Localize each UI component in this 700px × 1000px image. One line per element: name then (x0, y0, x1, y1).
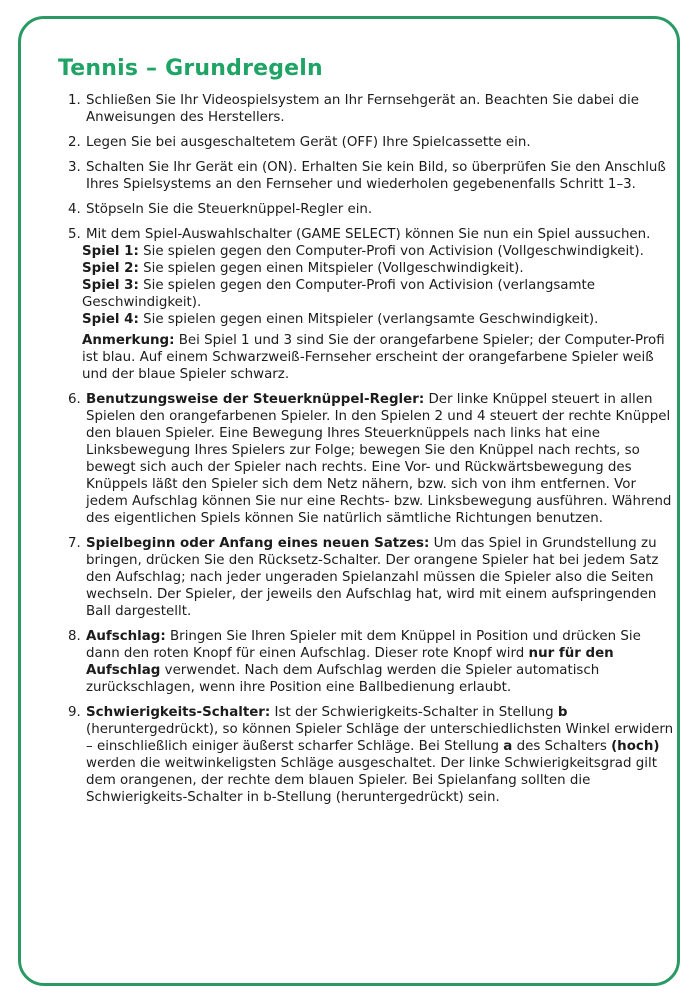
rule-item-8 (64, 628, 674, 696)
rule-item-2 (64, 134, 674, 151)
item-text: Der linke Knüppel steuert in allen Spielen den orangefarbenen Spieler. In den Spielen 2 und 4 steuert der rechte Knüppel den blauen Spieler. Eine Bewegung Ihres Steuerknüppels nach links hat eine Linksbewegung Ihres Spielers zur Folge; bewegen Sie den Knüppel nach rechts, so bewegt sich auch der Spieler nach rechts. Eine Vor- und Rückwärtsbewegung des Knüppels läßt den Spieler sich dem Netz nähern, bzw. sich von ihm entfernen. Vor jedem Aufschlag können Sie nur eine Rechts- bzw. Linksbewegung ausführen. Während des eigentlichen Spiels können Sie natürlich sämtliche Richtungen benutzen. (86, 392, 672, 526)
rule-item-7 (64, 535, 674, 620)
item-text: Ist der Schwierigkeits-Schalter in Stellung (274, 705, 554, 720)
item-number: 1. (68, 93, 81, 108)
item-text: des Schalters (516, 739, 607, 754)
item-number: 7. (68, 536, 81, 551)
game-1 (82, 243, 674, 260)
game-label: Spiel 4: (82, 312, 139, 327)
game-4 (82, 311, 674, 328)
rule-item-6 (64, 391, 674, 527)
note (82, 332, 674, 383)
game-label: Spiel 2: (82, 261, 139, 276)
item-number: 5. (68, 227, 81, 242)
item-emphasis: (hoch) (611, 739, 660, 754)
game-text: Sie spielen gegen den Computer-Profi von Activision (verlangsamte Geschwindigkeit). (82, 278, 596, 310)
item-text: Um das Spiel in Grundstellung zu bringen, drücken Sie den Rücksetz-Schalter. Der orangene Spieler hat bei jedem Satz den Aufschlag; nach jeder ungeraden Spielanzahl müssen die Spieler also die Seiten wechseln. Der Spieler, der jeweils den Aufschlag hat, wird mit einem aufspringenden Ball dargestellt. (86, 536, 659, 619)
item-emphasis: b (557, 705, 568, 720)
item-label: Aufschlag: (86, 629, 166, 644)
item-text: Bringen Sie Ihren Spieler mit dem Knüppel in Position und drücken Sie dann den roten Knopf für einen Aufschlag. Dieser rote Knopf wird (86, 629, 641, 661)
game-text: Sie spielen gegen einen Mitspieler (verlangsamte Geschwindigkeit). (143, 312, 599, 327)
item-number: 2. (68, 135, 81, 150)
item-text: Schalten Sie Ihr Gerät ein (ON). Erhalten Sie kein Bild, so überprüfen Sie den Anschluß Ihres Spielsystems an den Fernseher und wiederholen gegebenenfalls Schritt 1–3. (86, 160, 666, 192)
game-2 (82, 260, 674, 277)
rules-list (64, 92, 674, 814)
item-number: 9. (68, 705, 81, 720)
item-label: Benutzungsweise der Steuerknüppel-Regler: (86, 392, 425, 407)
item-text: werden die weitwinkeligsten Schläge ausgeschaltet. Der linke Schwierigkeitsgrad gilt dem orangenen, der rechte dem blauen Spieler. Bei Spielanfang sollten die Schwierigkeits-Schalter in b-Stellung (heruntergedrückt) sein. (86, 756, 657, 805)
item-number: 3. (68, 160, 81, 175)
rule-item-3 (64, 159, 674, 193)
item-number: 4. (68, 202, 81, 217)
game-label: Spiel 3: (82, 278, 139, 293)
item-emphasis: nur für den Aufschlag (86, 646, 614, 678)
item-text: verwendet. Nach dem Aufschlag werden die Spieler automatisch zurückschlagen, wenn ihre Position eine Ballbedienung erlaubt. (86, 663, 600, 695)
rule-item-9 (64, 704, 674, 806)
item-text: Stöpseln Sie die Steuerknüppel-Regler ein. (86, 202, 373, 217)
game-text: Sie spielen gegen einen Mitspieler (Vollgeschwindigkeit). (143, 261, 524, 276)
item-label: Schwierigkeits-Schalter: (86, 705, 271, 720)
page-title: Tennis – Grundregeln (58, 56, 323, 81)
rule-item-1 (64, 92, 674, 126)
rule-item-5 (64, 226, 674, 383)
item-emphasis: a (503, 739, 513, 754)
item-text: Mit dem Spiel-Auswahlschalter (GAME SELECT) können Sie nun ein Spiel aussuchen. (86, 227, 651, 242)
item-number: 6. (68, 392, 81, 407)
game-text: Sie spielen gegen den Computer-Profi von Activision (Vollgeschwindigkeit). (143, 244, 644, 259)
item-text: Legen Sie bei ausgeschaltetem Gerät (OFF) Ihre Spielcassette ein. (86, 135, 531, 150)
note-label: Anmerkung: (82, 333, 175, 348)
item-label: Spielbeginn oder Anfang eines neuen Satzes: (86, 536, 430, 551)
game-list (82, 243, 674, 328)
game-3 (82, 277, 674, 311)
item-text: (heruntergedrückt), so können Spieler Schläge der unterschiedlichsten Winkel erwidern – einschließlich einiger äußerst scharfer Schläge. Bei Stellung (86, 722, 674, 754)
game-label: Spiel 1: (82, 244, 139, 259)
note-text: Bei Spiel 1 und 3 sind Sie der orangefarbene Spieler; der Computer-Profi ist blau. Auf einem Schwarzweiß-Fernseher erscheint der orangefarbene Spieler weiß und der blaue Spieler schwarz. (82, 333, 665, 382)
rule-item-4 (64, 201, 674, 218)
item-number: 8. (68, 629, 81, 644)
item-text: Schließen Sie Ihr Videospielsystem an Ihr Fernsehgerät an. Beachten Sie dabei die Anweisungen des Herstellers. (86, 93, 639, 125)
